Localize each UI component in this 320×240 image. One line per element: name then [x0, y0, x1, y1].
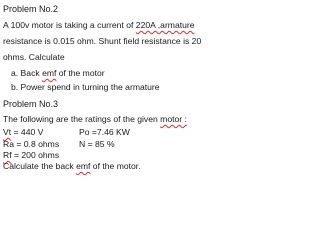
problem-2-statement-text: A 100v motor is taking a current of — [3, 20, 136, 30]
problem-3-task — [3, 161, 141, 172]
rating-n: N = 85 % — [79, 139, 115, 149]
task-text-after: of the motor. — [90, 161, 141, 171]
rating-vt — [3, 127, 43, 138]
spellcheck-flagged-word: 220A ,armature — [135, 20, 195, 30]
problem-3-heading: Problem No.3 — [3, 99, 59, 109]
spellcheck-flagged-word: emf — [76, 161, 91, 171]
document-page — [0, 0, 200, 172]
problem-3-intro-text: The following are the ratings of the given — [3, 114, 161, 124]
spellcheck-flagged-word: Rf — [3, 150, 12, 160]
problem-3-intro — [3, 114, 187, 125]
problem-2-statement-line-3: ohms. Calculate — [3, 52, 65, 62]
rating-po: Po =7.46 KW — [79, 127, 130, 137]
problem-2-item-a — [11, 68, 105, 79]
problem-2-heading: Problem No.2 — [3, 4, 59, 14]
rating-ra: Ra = 0.8 ohms — [3, 139, 60, 149]
problem-2-statement-line-1 — [3, 20, 195, 31]
spellcheck-flagged-word: motor : — [160, 114, 187, 124]
rating-rf — [3, 150, 59, 161]
spellcheck-flagged-word: emf — [42, 68, 57, 78]
rating-rf-value: = 200 ohms — [11, 150, 60, 160]
problem-2-item-b: b. Power spend in turning the armature — [11, 82, 160, 92]
rating-vt-value: = 440 V — [11, 127, 44, 137]
problem-2-statement-line-2: resistance is 0.015 ohm. Shunt field resistance is 20 — [3, 36, 202, 46]
spellcheck-flagged-word: Vt — [3, 127, 12, 137]
task-text-before: Calculate the back — [3, 161, 77, 171]
item-a-prefix: a. Back — [11, 68, 43, 78]
item-a-suffix: of the motor — [56, 68, 105, 78]
